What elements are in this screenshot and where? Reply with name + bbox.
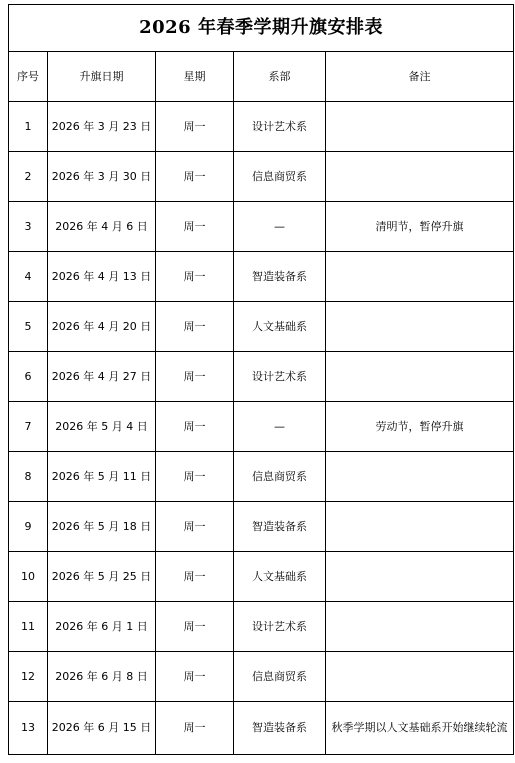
- cell-weekday: 周一: [156, 202, 234, 252]
- cell-note: [326, 602, 514, 652]
- cell-no: 12: [9, 652, 48, 702]
- cell-date: 2026 年 6 月 1 日: [48, 602, 156, 652]
- cell-date: 2026 年 4 月 20 日: [48, 302, 156, 352]
- cell-dept: 智造装备系: [234, 702, 326, 755]
- cell-dept: 设计艺术系: [234, 102, 326, 152]
- cell-dept: —: [234, 202, 326, 252]
- cell-date: 2026 年 5 月 18 日: [48, 502, 156, 552]
- cell-date: 2026 年 3 月 30 日: [48, 152, 156, 202]
- cell-dept: 智造装备系: [234, 502, 326, 552]
- cell-note: [326, 352, 514, 402]
- cell-weekday: 周一: [156, 652, 234, 702]
- column-header-no: 序号: [9, 52, 48, 102]
- column-header-weekday: 星期: [156, 52, 234, 102]
- table-row: [9, 302, 514, 352]
- cell-weekday: 周一: [156, 352, 234, 402]
- table-row: [9, 202, 514, 252]
- table-row: [9, 452, 514, 502]
- cell-dept: 智造装备系: [234, 252, 326, 302]
- cell-no: 6: [9, 352, 48, 402]
- column-header-note: 备注: [326, 52, 514, 102]
- cell-note: [326, 552, 514, 602]
- cell-no: 13: [9, 702, 48, 755]
- cell-date: 2026 年 4 月 6 日: [48, 202, 156, 252]
- cell-note: [326, 252, 514, 302]
- cell-dept: 人文基础系: [234, 552, 326, 602]
- cell-note: [326, 302, 514, 352]
- cell-date: 2026 年 5 月 25 日: [48, 552, 156, 602]
- cell-weekday: 周一: [156, 402, 234, 452]
- cell-date: 2026 年 5 月 4 日: [48, 402, 156, 452]
- cell-date: 2026 年 5 月 11 日: [48, 452, 156, 502]
- header-row: [9, 52, 514, 102]
- table-row: [9, 152, 514, 202]
- cell-weekday: 周一: [156, 252, 234, 302]
- cell-no: 7: [9, 402, 48, 452]
- cell-note: 秋季学期以人文基础系开始继续轮流: [326, 702, 514, 755]
- table-row: [9, 702, 514, 755]
- cell-dept: 设计艺术系: [234, 352, 326, 402]
- cell-weekday: 周一: [156, 502, 234, 552]
- table-body: [9, 102, 514, 755]
- cell-no: 8: [9, 452, 48, 502]
- cell-date: 2026 年 4 月 27 日: [48, 352, 156, 402]
- cell-no: 2: [9, 152, 48, 202]
- cell-note: 清明节，暂停升旗: [326, 202, 514, 252]
- cell-dept: 设计艺术系: [234, 602, 326, 652]
- table-row: [9, 602, 514, 652]
- table-title: 2026 年春季学期升旗安排表: [9, 5, 514, 52]
- cell-date: 2026 年 6 月 15 日: [48, 702, 156, 755]
- cell-note: 劳动节，暂停升旗: [326, 402, 514, 452]
- table-row: [9, 252, 514, 302]
- cell-note: [326, 502, 514, 552]
- cell-weekday: 周一: [156, 152, 234, 202]
- flag-raising-schedule-table: [8, 4, 514, 755]
- cell-note: [326, 102, 514, 152]
- cell-date: 2026 年 3 月 23 日: [48, 102, 156, 152]
- cell-weekday: 周一: [156, 302, 234, 352]
- cell-no: 1: [9, 102, 48, 152]
- cell-date: 2026 年 4 月 13 日: [48, 252, 156, 302]
- cell-note: [326, 452, 514, 502]
- table-row: [9, 652, 514, 702]
- cell-note: [326, 152, 514, 202]
- cell-no: 5: [9, 302, 48, 352]
- cell-no: 9: [9, 502, 48, 552]
- column-header-dept: 系部: [234, 52, 326, 102]
- table-row: [9, 352, 514, 402]
- column-header-date: 升旗日期: [48, 52, 156, 102]
- cell-weekday: 周一: [156, 552, 234, 602]
- cell-dept: 信息商贸系: [234, 652, 326, 702]
- cell-dept: 信息商贸系: [234, 152, 326, 202]
- cell-weekday: 周一: [156, 452, 234, 502]
- cell-weekday: 周一: [156, 602, 234, 652]
- cell-date: 2026 年 6 月 8 日: [48, 652, 156, 702]
- cell-no: 11: [9, 602, 48, 652]
- cell-dept: —: [234, 402, 326, 452]
- cell-weekday: 周一: [156, 702, 234, 755]
- table-row: [9, 502, 514, 552]
- cell-dept: 人文基础系: [234, 302, 326, 352]
- table-row: [9, 102, 514, 152]
- cell-weekday: 周一: [156, 102, 234, 152]
- cell-dept: 信息商贸系: [234, 452, 326, 502]
- table-row: [9, 552, 514, 602]
- cell-no: 3: [9, 202, 48, 252]
- table-row: [9, 402, 514, 452]
- cell-no: 10: [9, 552, 48, 602]
- cell-no: 4: [9, 252, 48, 302]
- cell-note: [326, 652, 514, 702]
